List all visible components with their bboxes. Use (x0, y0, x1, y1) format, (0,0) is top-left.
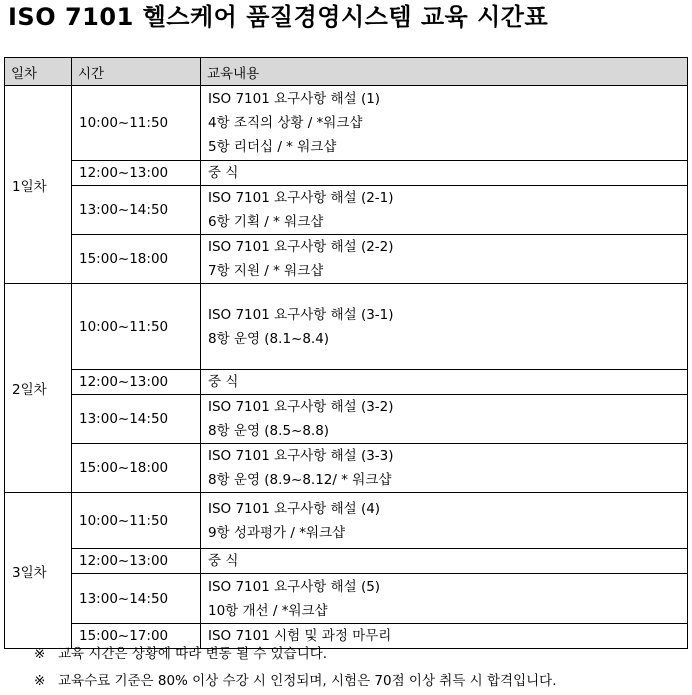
content-line: ISO 7101 요구사항 해설 (4) (208, 500, 381, 517)
session-time: 13:00~14:50 (72, 186, 201, 235)
session-time: 10:00~11:50 (72, 284, 201, 370)
session-content (201, 235, 688, 284)
content-line: ISO 7101 요구사항 해설 (3-3) (208, 448, 394, 464)
session-content (201, 493, 688, 549)
session-content (201, 161, 688, 186)
content-line: 10항 개선 / *워크샵 (208, 602, 328, 619)
content-line: 중 식 (208, 374, 239, 390)
note-mark: ※ (34, 673, 46, 689)
content-line: ISO 7101 요구사항 해설 (3-2) (208, 399, 394, 415)
day-label: 1일차 (5, 86, 72, 284)
day-label: 3일차 (5, 493, 72, 649)
session-time: 15:00~18:00 (72, 235, 201, 284)
content-line: 8항 운영 (8.1~8.4) (208, 330, 330, 347)
session-time: 15:00~18:00 (72, 444, 201, 493)
header-time: 시간 (72, 58, 201, 86)
note-text: 교육수료 기준은 80% 이상 수강 시 인정되며, 시험은 70점 이상 취득 시 합격입니다. (58, 673, 557, 689)
content-line: 5항 리더십 / * 워크샵 (208, 139, 337, 155)
table-row (5, 284, 688, 370)
table-header-row (5, 58, 688, 86)
content-line: ISO 7101 요구사항 해설 (1) (208, 91, 381, 107)
session-content (201, 370, 688, 395)
table-row (5, 444, 688, 493)
content-line: ISO 7101 시험 및 과정 마무리 (208, 628, 392, 644)
header-day: 일차 (5, 58, 72, 86)
content-line: 중 식 (208, 165, 239, 181)
day-label: 2일차 (5, 284, 72, 493)
content-line: 4항 조직의 상황 / *워크샵 (208, 115, 363, 131)
session-content (201, 284, 688, 370)
content-line: ISO 7101 요구사항 해설 (2-2) (208, 239, 394, 255)
content-line: ISO 7101 요구사항 해설 (5) (208, 578, 381, 595)
content-line: ISO 7101 요구사항 해설 (2-1) (208, 190, 394, 206)
content-line: 8항 운영 (8.9~8.12/ * 워크샵 (208, 472, 392, 488)
session-content (201, 574, 688, 624)
session-content (201, 395, 688, 444)
session-content (201, 86, 688, 161)
notes (34, 641, 557, 695)
content-line: 6항 기획 / * 워크샵 (208, 214, 324, 230)
content-line: ISO 7101 요구사항 해설 (3-1) (208, 306, 394, 323)
table-row (5, 186, 688, 235)
note-text: 교육 시간은 상황에 따라 변동 될 수 있습니다. (58, 646, 328, 662)
session-content (201, 444, 688, 493)
table-row (5, 493, 688, 549)
session-time: 13:00~14:50 (72, 574, 201, 624)
session-time: 15:00~17:00 (72, 624, 201, 649)
session-content (201, 549, 688, 574)
table-row (5, 161, 688, 186)
session-time: 12:00~13:00 (72, 549, 201, 574)
table-row (5, 235, 688, 284)
session-time: 13:00~14:50 (72, 395, 201, 444)
session-time: 10:00~11:50 (72, 493, 201, 549)
table-row (5, 395, 688, 444)
session-time: 12:00~13:00 (72, 161, 201, 186)
content-line: 8항 운영 (8.5~8.8) (208, 423, 330, 439)
table-row (5, 86, 688, 161)
table-row (5, 549, 688, 574)
table-row (5, 370, 688, 395)
content-line: 7항 지원 / * 워크샵 (208, 263, 324, 279)
session-time: 12:00~13:00 (72, 370, 201, 395)
note-item (34, 641, 557, 668)
session-time: 10:00~11:50 (72, 86, 201, 161)
content-line: 중 식 (208, 553, 239, 569)
schedule-table (4, 57, 688, 649)
content-line: 9항 성과평가 / *워크샵 (208, 524, 346, 541)
session-content (201, 186, 688, 235)
header-content: 교육내용 (201, 58, 688, 86)
note-item (34, 668, 557, 695)
note-mark: ※ (34, 646, 46, 662)
page-title: ISO 7101 헬스케어 품질경영시스템 교육 시간표 (8, 3, 549, 31)
table-row (5, 574, 688, 624)
